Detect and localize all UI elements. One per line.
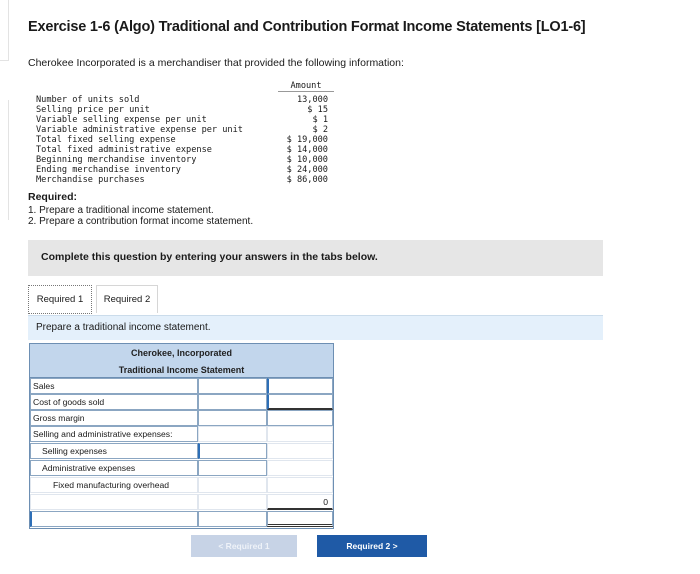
sales-amount-input[interactable] xyxy=(198,378,267,394)
gross-margin-amount-input[interactable] xyxy=(198,410,267,426)
required-item-2: 2. Prepare a contribution format income statement. xyxy=(28,216,254,227)
row-label-sa-expenses[interactable]: Selling and administrative expenses: xyxy=(30,426,198,442)
cogs-total-input[interactable] xyxy=(267,394,333,410)
selling-expenses-input[interactable] xyxy=(198,443,267,459)
gross-margin-total-input[interactable] xyxy=(267,410,333,426)
blank-1-total-value: 0 xyxy=(267,494,333,510)
tab-required-1[interactable]: Required 1 xyxy=(28,285,92,314)
statement-company: Cherokee, Incorporated xyxy=(130,348,233,358)
administrative-expenses-input[interactable] xyxy=(198,460,267,476)
info-row: Ending merchandise inventory $ 24,000 xyxy=(36,165,328,175)
blank-1-amount-input[interactable] xyxy=(198,494,267,510)
info-row: Variable administrative expense per unit $ 2 xyxy=(36,125,328,135)
row-label-blank-1[interactable] xyxy=(30,494,198,510)
row-label-blank-2[interactable] xyxy=(30,511,198,527)
blank-2-total-input[interactable] xyxy=(267,511,333,527)
statement-name: Traditional Income Statement xyxy=(118,365,245,375)
blank-2-amount-input[interactable] xyxy=(198,511,267,527)
row-label-fixed-manufacturing-overhead[interactable]: Fixed manufacturing overhead xyxy=(30,477,198,493)
info-table-header: Amount xyxy=(278,81,334,92)
next-required-button[interactable]: Required 2 > xyxy=(317,535,427,557)
tab-required-2[interactable]: Required 2 xyxy=(96,285,158,313)
required-item-1: 1. Prepare a traditional income statement. xyxy=(28,205,214,216)
left-panel-edge xyxy=(0,0,9,61)
prev-required-button[interactable]: < Required 1 xyxy=(191,535,297,557)
intro-text: Cherokee Incorporated is a merchandiser that provided the following information: xyxy=(28,57,404,69)
info-row: Selling price per unit $ 15 xyxy=(36,105,328,115)
statement-header xyxy=(30,344,333,378)
selling-expenses-total-cell xyxy=(267,443,333,459)
info-row: Total fixed administrative expense $ 14,000 xyxy=(36,145,328,155)
tab-instruction-bar xyxy=(28,315,603,340)
tab-instruction-text: Prepare a traditional income statement. xyxy=(36,322,211,333)
row-label-sales[interactable]: Sales xyxy=(30,378,198,394)
info-row: Beginning merchandise inventory $ 10,000 xyxy=(36,155,328,165)
cogs-amount-input[interactable] xyxy=(198,394,267,410)
complete-instruction-text: Complete this question by entering your answers in the tabs below. xyxy=(41,251,378,263)
info-row: Total fixed selling expense $ 19,000 xyxy=(36,135,328,145)
required-heading: Required: xyxy=(28,191,78,203)
sa-total-cell xyxy=(267,426,333,442)
info-row: Variable selling expense per unit $ 1 xyxy=(36,115,328,125)
row-label-gross-margin[interactable]: Gross margin xyxy=(30,410,198,426)
page-title: Exercise 1-6 (Algo) Traditional and Contribution Format Income Statements [LO1-6] xyxy=(28,19,586,35)
row-label-administrative-expenses[interactable]: Administrative expenses xyxy=(30,460,198,476)
fixed-overhead-input[interactable] xyxy=(198,477,267,493)
row-label-cogs[interactable]: Cost of goods sold xyxy=(30,394,198,410)
administrative-expenses-total-cell xyxy=(267,460,333,476)
row-label-selling-expenses[interactable]: Selling expenses xyxy=(30,443,198,459)
sa-amount-cell xyxy=(198,426,267,442)
income-statement xyxy=(29,343,334,529)
left-panel-edge-lower xyxy=(0,100,9,220)
info-row: Merchandise purchases $ 86,000 xyxy=(36,175,328,185)
complete-instruction-bar xyxy=(28,240,603,276)
sales-total-input[interactable] xyxy=(267,378,333,394)
info-row: Number of units sold 13,000 xyxy=(36,95,328,105)
fixed-overhead-total-cell xyxy=(267,477,333,493)
